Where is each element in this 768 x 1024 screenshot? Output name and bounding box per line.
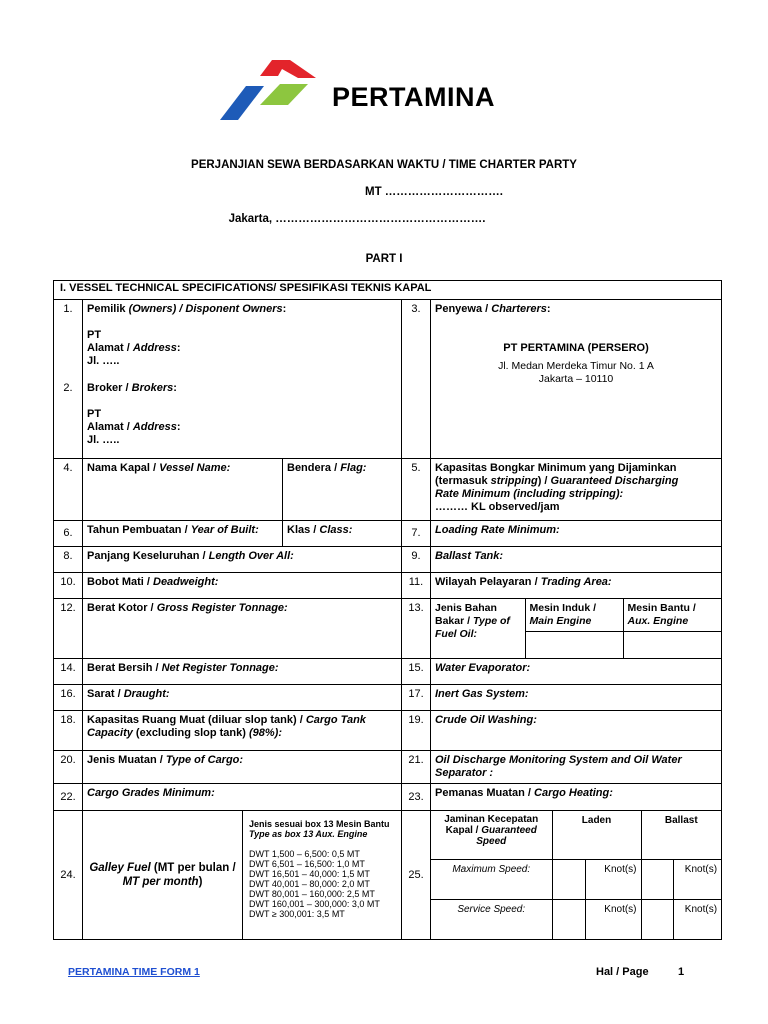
- loading-rate-cell: Loading Rate Minimum:: [431, 521, 722, 547]
- row-number: 19.: [402, 711, 431, 751]
- charterer-address-2: Jakarta – 10110: [538, 373, 614, 385]
- draught-cell: Sarat / Draught:: [83, 685, 402, 711]
- owners-jl: Jl. …..: [87, 355, 120, 367]
- class-cell: Klas / Class:: [283, 521, 402, 547]
- part-title: PART I: [365, 253, 403, 265]
- laden-service-value: [552, 899, 585, 939]
- row-number: 25.: [402, 811, 431, 940]
- flag-cell: Bendera / Flag:: [283, 459, 402, 521]
- dwt-line: DWT ≥ 300,001: 3,5 MT: [249, 909, 345, 919]
- row-number: 15.: [402, 659, 431, 685]
- laden-max-value: [552, 859, 585, 899]
- row-number: 9.: [402, 547, 431, 573]
- row-number: 10.: [54, 573, 83, 599]
- year-built-cell: Tahun Pembuatan / Year of Built:: [83, 521, 283, 547]
- section-title: I. VESSEL TECHNICAL SPECIFICATIONS/ SPESIFIKASI TEKNIS KAPAL: [54, 281, 722, 300]
- brand-name: PERTAMINA: [332, 82, 495, 112]
- logo-blue-shape: [220, 86, 264, 120]
- ballast-max-value: [641, 859, 673, 899]
- form-link[interactable]: PERTAMINA TIME FORM 1: [68, 966, 200, 978]
- row-number: 21.: [402, 751, 431, 784]
- dwt-line: DWT 1,500 – 6,500: 0,5 MT: [249, 849, 360, 859]
- charterer-company: PT PERTAMINA (PERSERO): [503, 342, 649, 354]
- knot-unit: Knot(s): [673, 859, 721, 899]
- ballast-header: Ballast: [641, 811, 721, 859]
- document-title: PERJANJIAN SEWA BERDASARKAN WAKTU / TIME CHARTER PARTY: [191, 159, 577, 171]
- laden-header: Laden: [552, 811, 641, 859]
- crude-oil-washing-cell: Crude Oil Washing:: [431, 711, 722, 751]
- row-number: 22.: [54, 784, 83, 811]
- galley-note-2: Type as box 13 Aux. Engine: [249, 829, 368, 839]
- pertamina-logo: [220, 58, 325, 123]
- vessel-name-cell: Nama Kapal / Vessel Name:: [83, 459, 283, 521]
- dwt-line: DWT 6,501 – 16,500: 1,0 MT: [249, 859, 365, 869]
- knot-unit: Knot(s): [585, 859, 641, 899]
- speed-header: Jaminan Kecepatan Kapal / Guaranteed Speed: [431, 811, 552, 859]
- deadweight-cell: Bobot Mati / Deadweight:: [83, 573, 402, 599]
- row-number: 23.: [402, 784, 431, 811]
- owners-cell: Pemilik (Owners) / Disponent Owners: PT Alamat / Address: Jl. …..: [83, 300, 402, 379]
- row-number: 11.: [402, 573, 431, 599]
- galley-fuel-cell: Galley Fuel (MT per bulan / MT per month): [83, 811, 243, 940]
- dwt-line: DWT 40,001 – 80,000: 2,0 MT: [249, 879, 370, 889]
- row-number: 1.: [54, 300, 83, 379]
- aux-engine-label: Mesin Bantu / Aux. Engine: [623, 599, 721, 632]
- cargo-grades-cell: Cargo Grades Minimum:: [83, 784, 402, 811]
- aux-engine-value: [623, 632, 721, 659]
- row-number: 13.: [402, 599, 431, 659]
- oil-discharge-cell: Oil Discharge Monitoring System and Oil Water Separator :: [431, 751, 722, 784]
- knot-unit: Knot(s): [673, 899, 721, 939]
- gross-tonnage-cell: Berat Kotor / Gross Register Tonnage:: [83, 599, 402, 659]
- charterer-address-1: Jl. Medan Merdeka Timur No. 1 A: [498, 360, 654, 372]
- ballast-service-value: [641, 899, 673, 939]
- row-number: 17.: [402, 685, 431, 711]
- brokers-jl: Jl. …..: [87, 433, 120, 446]
- galley-fuel-table-cell: [243, 811, 402, 940]
- charterers-cell: Penyewa / Charterers: PT PERTAMINA (PERSERO) Jl. Medan Merdeka Timur No. 1 A Jakarta – 10110: [431, 300, 722, 459]
- length-overall-cell: Panjang Keseluruhan / Length Over All:: [83, 547, 402, 573]
- type-of-cargo-cell: Jenis Muatan / Type of Cargo:: [83, 751, 402, 784]
- row-number: 2.: [54, 379, 83, 459]
- logo-green-shape: [260, 84, 308, 105]
- row-number: 8.: [54, 547, 83, 573]
- logo-red-shape: [260, 60, 316, 78]
- jakarta-line: Jakarta, ……………………………………………….: [228, 213, 486, 225]
- row-number: 14.: [54, 659, 83, 685]
- dwt-line: DWT 160,001 – 300,000: 3,0 MT: [249, 899, 380, 909]
- mt-line: MT ………………………….: [365, 186, 503, 198]
- cargo-heating-cell: Pemanas Muatan / Cargo Heating:: [431, 784, 722, 811]
- row-number: 5.: [402, 459, 431, 521]
- galley-note-1: Jenis sesuai box 13 Mesin Bantu: [249, 819, 390, 829]
- page-label: Hal / Page: [596, 966, 649, 978]
- main-engine-value: [525, 632, 623, 659]
- row-number: 24.: [54, 811, 83, 940]
- dwt-line: DWT 80,001 – 160,000: 2,5 MT: [249, 889, 375, 899]
- water-evaporator-cell: Water Evaporator:: [431, 659, 722, 685]
- net-tonnage-cell: Berat Bersih / Net Register Tonnage:: [83, 659, 402, 685]
- max-speed-label: Maximum Speed:: [431, 859, 552, 899]
- brokers-cell: Broker / Brokers: PT Alamat / Address: Jl. …..: [83, 379, 402, 459]
- row-number: 20.: [54, 751, 83, 784]
- discharge-rate-cell: Kapasitas Bongkar Minimum yang Dijaminkan (termasuk stripping) / Guaranteed Discharging Rate Minimum (including stripping): ……… KL observed/jam: [431, 459, 722, 521]
- row-number: 12.: [54, 599, 83, 659]
- guaranteed-speed-cell: [431, 811, 722, 940]
- page-number: 1: [678, 966, 685, 978]
- dwt-line: DWT 16,501 – 40,000: 1,5 MT: [249, 869, 370, 879]
- trading-area-cell: Wilayah Pelayaran / Trading Area:: [431, 573, 722, 599]
- main-engine-label: Mesin Induk / Main Engine: [525, 599, 623, 632]
- brokers-pt: PT: [87, 407, 102, 420]
- knot-unit: Knot(s): [585, 899, 641, 939]
- service-speed-label: Service Speed:: [431, 899, 552, 939]
- ballast-tank-cell: Ballast Tank:: [431, 547, 722, 573]
- row-number: 4.: [54, 459, 83, 521]
- row-number: 3.: [402, 300, 431, 459]
- cargo-tank-capacity-cell: Kapasitas Ruang Muat (diluar slop tank) / Cargo Tank Capacity (excluding slop tank) (98%):: [83, 711, 402, 751]
- row-number: 7.: [402, 521, 431, 547]
- row-number: 16.: [54, 685, 83, 711]
- fuel-type-label: Jenis Bahan Bakar / Type of Fuel Oil:: [431, 599, 525, 658]
- owners-pt: PT: [87, 329, 102, 341]
- row-number: 18.: [54, 711, 83, 751]
- inert-gas-cell: Inert Gas System:: [431, 685, 722, 711]
- row-number: 6.: [54, 521, 83, 547]
- vessel-spec-table: [53, 280, 722, 940]
- fuel-oil-cell: [431, 599, 722, 659]
